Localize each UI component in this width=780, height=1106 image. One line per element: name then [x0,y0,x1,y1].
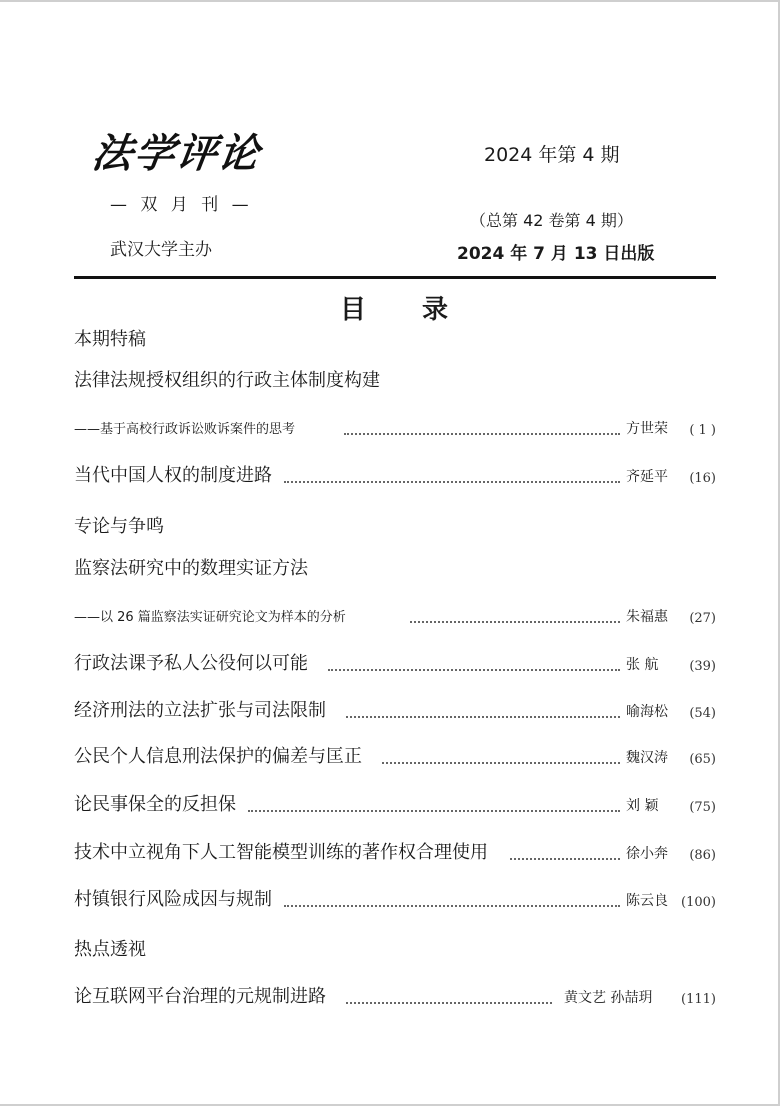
article-page: (75) [689,800,716,815]
toc-entry[interactable] [74,366,716,396]
article-page: (100) [681,895,716,910]
toc-entry[interactable] [74,461,716,491]
toc-entry[interactable] [74,790,716,820]
toc-entry[interactable] [74,649,716,679]
leader-dots [346,716,620,718]
toc-entry[interactable] [74,696,716,726]
article-page: ( 1 ) [689,423,716,438]
sponsor: 武汉大学主办 [110,240,212,260]
leader-dots [510,858,620,860]
toc-entry[interactable] [74,554,716,584]
article-author: 喻海松 [626,704,668,720]
article-title: 论互联网平台治理的元规制进路 [74,982,326,1008]
article-author: 朱福惠 [626,609,668,625]
cumulative-volume: （总第 42 卷第 4 期） [470,211,633,230]
article-author: 刘 颖 [626,798,659,814]
article-title: 行政法课予私人公役何以可能 [74,649,308,675]
article-page: (39) [689,659,716,674]
leader-dots [248,810,620,812]
article-author: 黄文艺 孙喆玥 [564,990,653,1006]
toc-entry[interactable] [74,413,716,443]
page-border-top [0,0,780,2]
header-rule [74,276,716,279]
section-heading: 本期特稿 [74,329,146,350]
section-heading: 专论与争鸣 [74,516,164,537]
article-author: 魏汉涛 [626,750,668,766]
toc-entry[interactable] [74,838,716,868]
toc-entry[interactable] [74,885,716,915]
article-author: 齐延平 [626,469,668,485]
article-page: (86) [689,848,716,863]
publication-frequency: — 双 月 刊 — [110,195,253,215]
section-heading: 热点透视 [74,939,146,960]
article-author: 陈云良 [626,893,668,909]
article-subtitle: ——以 26 篇监察法实证研究论文为样本的分析 [74,606,346,625]
article-page: (54) [689,706,716,721]
article-page: (16) [689,471,716,486]
article-title: 技术中立视角下人工智能模型训练的著作权合理使用 [74,838,488,864]
article-title: 监察法研究中的数理实证方法 [74,554,308,580]
article-subtitle: ——基于高校行政诉讼败诉案件的思考 [74,418,295,437]
leader-dots [344,433,620,435]
journal-logo: 法学评论 [89,130,264,177]
article-title: 公民个人信息刑法保护的偏差与匡正 [74,742,362,768]
toc-heading: 目录 [340,295,505,325]
issue-number: 2024 年第 4 期 [484,144,620,166]
publication-date: 2024 年 7 月 13 日出版 [457,244,655,264]
toc-entry[interactable] [74,601,716,631]
article-page: (27) [689,611,716,626]
article-title: 法律法规授权组织的行政主体制度构建 [74,366,380,392]
article-title: 村镇银行风险成因与规制 [74,885,272,911]
toc-entry[interactable] [74,742,716,772]
article-page: (111) [681,992,716,1007]
leader-dots [284,905,620,907]
leader-dots [346,1002,552,1004]
article-title: 经济刑法的立法扩张与司法限制 [74,696,326,722]
article-author: 方世荣 [626,421,668,437]
toc-entry[interactable] [74,982,716,1012]
article-page: (65) [689,752,716,767]
article-title: 论民事保全的反担保 [74,790,236,816]
leader-dots [284,481,620,483]
article-title: 当代中国人权的制度进路 [74,461,272,487]
article-author: 张 航 [626,657,659,673]
leader-dots [382,762,620,764]
leader-dots [328,669,620,671]
article-author: 徐小奔 [626,846,668,862]
leader-dots [410,621,620,623]
